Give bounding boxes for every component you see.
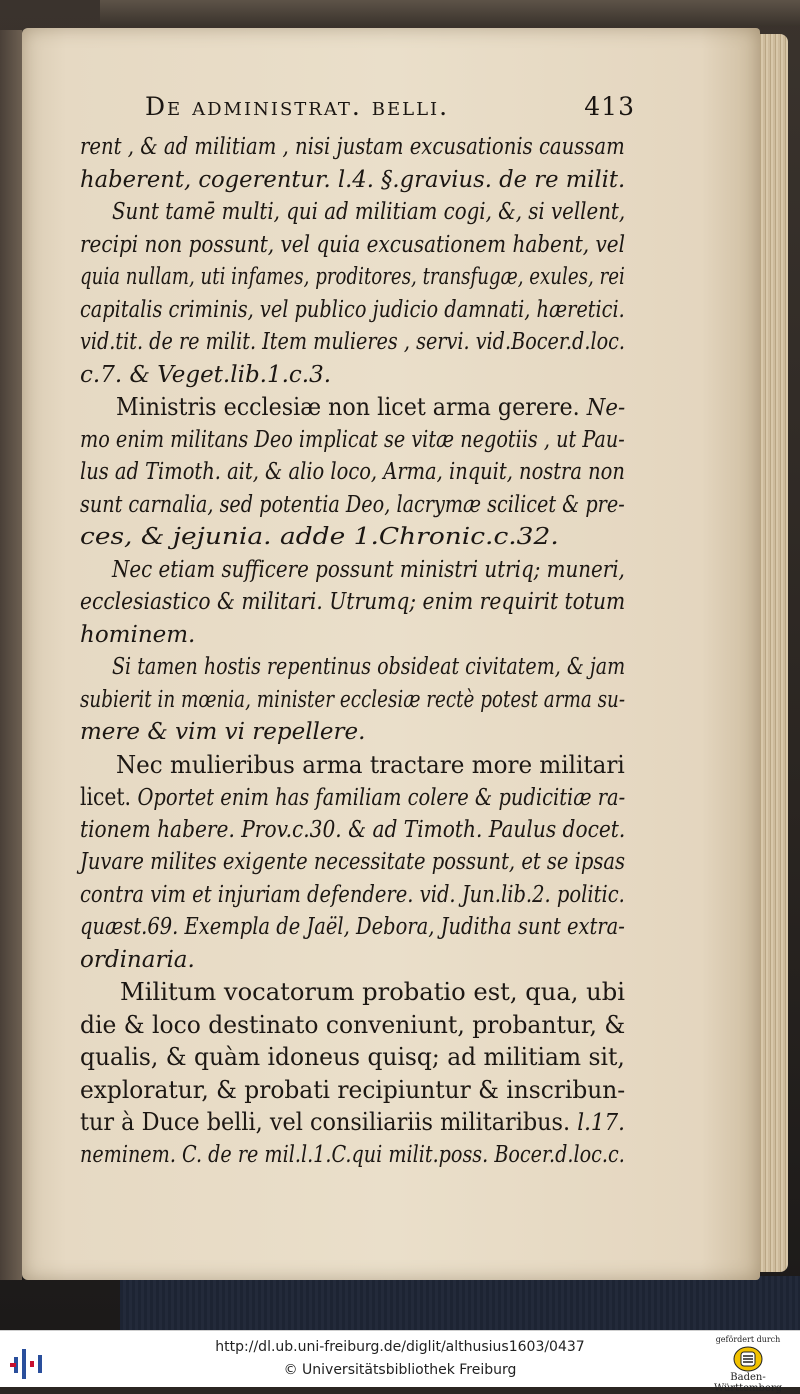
text-line [80,685,625,715]
state-crest-icon [732,1346,764,1372]
italic-text: quia nullam, uti infames, proditores, transfugæ, exules, rei [80,264,625,290]
text-line [112,652,625,682]
italic-text: ces, & jejunia. adde 1.Chronic.c.32. [80,524,559,550]
page-number: 413 [584,92,635,121]
sponsor-label: gefördert durch [715,1335,781,1344]
text-line [80,847,625,877]
text-line [80,132,625,162]
text-line [120,977,625,1008]
sponsor-name: Baden-Württemberg [713,1372,783,1394]
text-line [80,880,625,910]
text-line [80,425,625,455]
italic-text: sunt carnalia, sed potentia Deo, lacrymæ scilicet & pre- [80,491,625,518]
italic-text: neminem. C. de re mil.l.1.C.qui milit.poss. Bocer.d.loc.c. [80,1141,625,1168]
italic-text: quæst.69. Exempla de Jaël, Debora, Juditha sunt extra- [80,914,625,940]
running-head [145,92,635,128]
text-line [80,912,625,942]
text-line [112,555,625,585]
text-line [80,457,625,487]
italic-text: recipi non possunt, vel quia excusationem habent, vel [80,231,625,258]
text-line [80,1042,625,1073]
italic-text: ecclesiastico & militari. Utrumq; enim requirit totum [80,589,626,615]
sponsor-block [706,1335,790,1394]
roman-text: licet. [80,783,138,811]
text-line [80,1075,625,1106]
italic-text: hominem. [80,621,196,648]
italic-text: Ne- [586,395,626,421]
italic-text: haberent, cogerentur. l.4. §.gravius. de re milit. [80,166,626,193]
text-line [80,815,625,845]
italic-text: tionem habere. Prov.c.30. & ad Timoth. Paulus docet. [80,816,626,843]
text-line [80,295,625,325]
text-line [116,750,625,781]
italic-text: vid.tit. de re milit. Item mulieres , servi. vid.Bocer.d.loc. [80,329,626,355]
text-line [80,262,625,292]
italic-text: l.17. [577,1110,625,1136]
roman-text: die & loco destinato conveniunt, probantur, & [80,1010,626,1039]
text-line [80,782,625,813]
document-url-link[interactable]: http://dl.ub.uni-freiburg.de/diglit/althusius1603/0437 [215,1339,585,1355]
italic-text: Oportet enim has familiam colere & pudicitiæ ra- [137,785,626,811]
text-line [80,327,625,357]
text-line [80,587,625,617]
italic-text: c.7. & Veget.lib.1.c.3. [80,361,332,388]
italic-text: subierit in mœnia, minister ecclesiæ rectè potest arma su- [80,686,626,713]
roman-text: exploratur, & probati recipiuntur & inscribun- [80,1075,626,1104]
italic-text: rent , & ad militiam , nisi justam excusationis caussam [80,134,625,160]
italic-text: lus ad Timoth. ait, & alio loco, Arma, inquit, nostra non [80,459,625,485]
text-line [80,522,559,552]
roman-text: Nec mulieribus arma tractare more militari [116,750,625,779]
text-line [80,360,331,390]
italic-text: mo enim militans Deo implicat se vitæ negotiis , ut Pau- [80,426,625,453]
italic-text: Juvare milites exigente necessitate possunt, et se ipsas [80,849,626,875]
text-line [80,945,195,975]
text-line [80,1107,625,1138]
italic-text: contra vim et injuriam defendere. vid. Jun.lib.2. politic. [80,881,625,908]
viewer-footer [0,1330,800,1394]
italic-text: ordinaria. [80,946,195,973]
book-cover-cloth [120,1276,800,1330]
text-line [80,620,195,650]
running-head-title: De administrat. belli. [145,92,450,121]
copyright-notice: © Universitätsbibliothek Freiburg [283,1362,517,1378]
text-line [80,1010,625,1041]
roman-text: Ministris ecclesiæ non licet arma gerere. [116,393,587,421]
text-line [112,197,625,227]
italic-text: Si tamen hostis repentinus obsideat civitatem, & jam [112,654,626,680]
book-binding-edge [0,30,22,1280]
text-line [80,490,625,520]
roman-text: Militum vocatorum probatio est, qua, ubi [120,978,625,1006]
text-line [116,392,625,423]
book-cover-top [100,0,800,26]
text-line [80,717,365,747]
text-line [80,165,625,195]
italic-text: Nec etiam sufficere possunt ministri utriq; muneri, [112,556,625,583]
roman-text: qualis, & quàm idoneus quisq; ad militiam sit, [80,1043,625,1071]
italic-text: Sunt tamē multi, qui ad militiam cogi, &, si vellent, [112,199,626,225]
italic-text: mere & vim vi repellere. [80,719,366,745]
text-line [80,230,625,260]
roman-text: tur à Duce belli, vel consiliariis militaribus. [80,1108,578,1136]
text-line [80,1140,625,1170]
italic-text: capitalis criminis, vel publico judicio damnati, hæretici. [80,296,625,323]
